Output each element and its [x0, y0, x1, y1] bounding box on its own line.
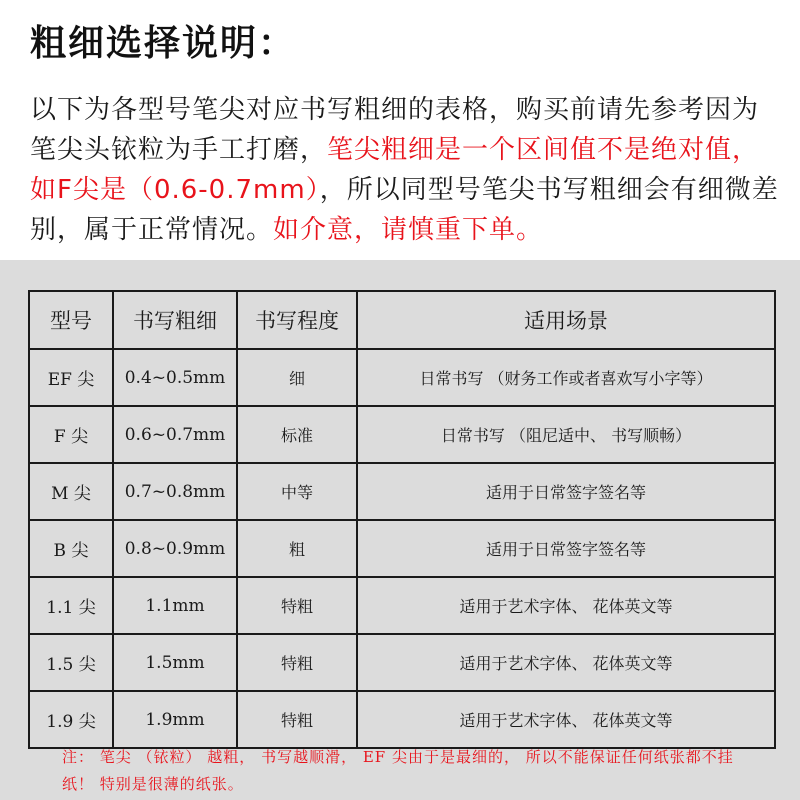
header-model: 型号: [29, 291, 113, 349]
cell-width: 0.6~0.7mm: [113, 406, 237, 463]
table-row: [29, 463, 775, 520]
cell-model: 1.9 尖: [29, 691, 113, 748]
cell-usage: 适用于日常签字签名等: [357, 520, 775, 577]
description-text: 以下为各型号笔尖对应书写粗细的表格，购买前请先参考因为笔尖头铱粒为手工打磨，: [30, 95, 760, 165]
cell-usage: 适用于艺术字体、 花体英文等: [357, 577, 775, 634]
header-degree: 书写程度: [237, 291, 357, 349]
cell-model: EF 尖: [29, 349, 113, 406]
description-caution: 如介意，请慎重下单。: [273, 215, 544, 245]
cell-degree: 标准: [237, 406, 357, 463]
nib-size-table: [28, 290, 776, 749]
intro-section: [0, 0, 800, 258]
table-row: [29, 406, 775, 463]
cell-width: 0.8~0.9mm: [113, 520, 237, 577]
table-row: [29, 520, 775, 577]
cell-width: 1.9mm: [113, 691, 237, 748]
cell-degree: 中等: [237, 463, 357, 520]
cell-usage: 日常书写 （阻尼适中、 书写顺畅）: [357, 406, 775, 463]
cell-degree: 粗: [237, 520, 357, 577]
cell-model: F 尖: [29, 406, 113, 463]
table-header-row: [29, 291, 775, 349]
cell-usage: 适用于艺术字体、 花体英文等: [357, 691, 775, 748]
header-usage: 适用场景: [357, 291, 775, 349]
cell-model: 1.1 尖: [29, 577, 113, 634]
cell-model: M 尖: [29, 463, 113, 520]
cell-model: 1.5 尖: [29, 634, 113, 691]
description-text-2: ，所以同型号笔尖书写粗细会有细微差别，属于正常情况。: [30, 175, 779, 245]
description-warning: 笔尖粗细是一个区间值不是绝对值，如F尖是（0.6-0.7mm）: [30, 135, 760, 205]
table-row: [29, 577, 775, 634]
table-row: [29, 691, 775, 748]
table-row: [29, 634, 775, 691]
cell-usage: 适用于日常签字签名等: [357, 463, 775, 520]
cell-width: 0.7~0.8mm: [113, 463, 237, 520]
cell-degree: 特粗: [237, 691, 357, 748]
cell-width: 0.4~0.5mm: [113, 349, 237, 406]
cell-degree: 细: [237, 349, 357, 406]
cell-usage: 适用于艺术字体、 花体英文等: [357, 634, 775, 691]
cell-width: 1.5mm: [113, 634, 237, 691]
cell-degree: 特粗: [237, 634, 357, 691]
cell-usage: 日常书写 （财务工作或者喜欢写小字等）: [357, 349, 775, 406]
page-title: 粗细选择说明：: [30, 23, 297, 64]
cell-width: 1.1mm: [113, 577, 237, 634]
description: [30, 90, 780, 250]
header-width: 书写粗细: [113, 291, 237, 349]
cell-degree: 特粗: [237, 577, 357, 634]
cell-model: B 尖: [29, 520, 113, 577]
footnote: 注： 笔尖 （铱粒） 越粗， 书写越顺滑， EF 尖由于是最细的， 所以不能保证任何纸张都不挂纸！ 特别是很薄的纸张。: [62, 748, 734, 793]
table-row: [29, 349, 775, 406]
